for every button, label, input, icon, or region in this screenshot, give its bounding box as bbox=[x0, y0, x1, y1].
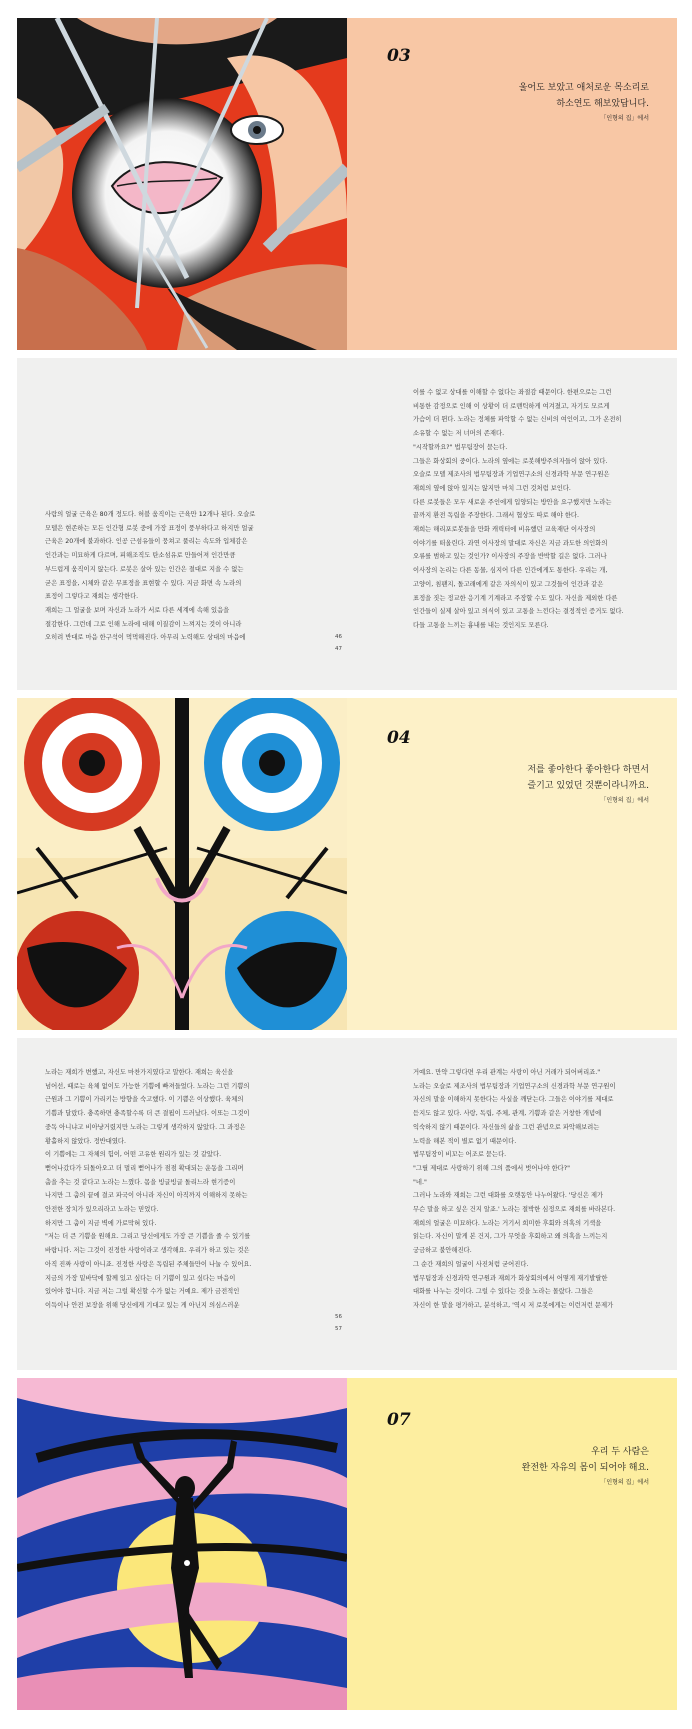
text-line: 노라는 재희가 변했고, 자신도 마찬가지였다고 말한다. 재희는 육신을 bbox=[45, 1069, 234, 1076]
text-line: 재희의 옆에 앉아 있지는 않지만 마치 그런 것처럼 보인다. bbox=[413, 484, 571, 492]
text-line: 지금의 가장 밑바닥에 할께 있고 싶다는 더 기쁨이 있고 싶다는 마음이 bbox=[45, 1274, 236, 1282]
text-line: 법무팀장이 비꼬는 어조로 묻는다. bbox=[413, 1151, 507, 1159]
text-line: 근육은 20개에 불과하다. 인공 근섬유들이 뭉쳐고 풀리는 속도와 입체감은 bbox=[45, 538, 248, 546]
text-line: 그러나 노라와 재희는 그런 대화를 오랫동안 나누어왔다. '당신은 제가 bbox=[413, 1192, 604, 1200]
dancer-illustration bbox=[17, 1378, 347, 1710]
text-line: 읽는다. 자신이 말게 본 건지, 그가 무엇을 후회하고 왜 의혹을 느끼는지 bbox=[413, 1233, 608, 1241]
text-line: 가슴이 더 뛴다. 노라는 정체를 파악할 수 없는 신비의 여인이고, 그가 온전히 bbox=[413, 416, 622, 424]
text-line: 노라는 오슬로 제조사의 법무팀장과 기업연구소의 신경과학 부문 연구원이 bbox=[413, 1082, 616, 1090]
text-line: 굳은 표정을, 시체와 같은 무표정을 표현할 수 있다. 지금 화면 속 노라의 bbox=[45, 579, 242, 587]
text-line: 표정을 짓는 정교한 응기계 기계라고 주장할 수도 있다. 자신을 제외한 다른 bbox=[413, 594, 618, 602]
quote-line: 우리 두 사람은 bbox=[591, 1447, 649, 1457]
page-56-text bbox=[45, 1066, 330, 1313]
quote-line: 저를 좋아한다 좋아한다 하면서 bbox=[527, 765, 649, 775]
spread-text-56-57 bbox=[17, 1038, 677, 1370]
text-line: 그들은 화상회의 중이다. 노라의 옆에는 로봇해방주의자들이 앉아 있다. bbox=[413, 457, 608, 465]
text-line: 듣지도 않고 있다. 사랑, 독립, 주체, 관계, 기쁨과 같은 거창한 개념에 bbox=[413, 1110, 602, 1118]
chapter-number: 03 bbox=[387, 46, 411, 66]
text-line: 비통한 감정으로 인해 이 상황이 더 로맨틱하게 여겨졌고, 자기도 모르게 bbox=[413, 402, 610, 410]
illustration-dancer bbox=[17, 1378, 347, 1710]
text-line: 고양이, 침팬지, 돌고래에게 같은 자의식이 있고 그것들이 인간과 같은 bbox=[413, 580, 604, 588]
quote-line: 즐기고 있었던 것뿐이라니까요. bbox=[527, 781, 649, 791]
spread-text-46-47 bbox=[17, 358, 677, 690]
text-line: 인간과는 미묘하게 다르며, 피해조직도 탄소섬유로 만들어져 인간만큼 bbox=[45, 552, 236, 560]
quote-panel bbox=[347, 1378, 677, 1710]
text-line: 끝까지 환전 독립을 주장한다. 그래서 협상도 따로 해야 한다. bbox=[413, 512, 580, 520]
text-line: 소유할 수 없는 저 너머의 존재다. bbox=[413, 430, 505, 438]
page-number-right: 47 bbox=[335, 646, 342, 652]
text-line: 나지만 그 춤의 끝에 결코 파국이 아니라 자신이 아직까지 이해하지 못하는 bbox=[45, 1192, 248, 1200]
text-line: 이사장의 논리는 다른 동물, 심지어 다른 인간에게도 통한다. 우리는 개, bbox=[413, 567, 608, 575]
page-number-right: 57 bbox=[335, 1326, 342, 1332]
spread-chapter-04 bbox=[17, 698, 677, 1030]
text-line: 재희의 얼굴은 미묘하다. 노라는 거기서 희미한 후회와 의혹의 기색을 bbox=[413, 1219, 602, 1227]
illustration-eyes-symmetry bbox=[17, 698, 347, 1030]
text-line: 오히려 반대로 마음 한구석이 먹먹해진다. 아무리 노력해도 상대의 마음에 bbox=[45, 634, 246, 642]
text-line: 기쁨과 달랐다. 충족하면 충족할수록 더 큰 결핍이 드러났다. 이또는 그것이 bbox=[45, 1110, 250, 1118]
text-line: 노력을 해본 적이 별로 없기 때문이다. bbox=[413, 1137, 517, 1145]
text-line: 무슨 말을 하고 싶은 건지 알죠.' 노라는 절박한 심정으로 재희를 바라본다. bbox=[413, 1206, 616, 1214]
text-line: 법무팀장과 신경과학 연구원과 재희가 화상회의에서 어떻게 재기발랄한 bbox=[413, 1274, 608, 1282]
eyes-illustration bbox=[17, 698, 347, 1030]
spread-chapter-07 bbox=[17, 1378, 677, 1710]
text-line: 이득이나 안전 보장을 위해 당신에게 기대고 있는 게 아닌지 의심스러운 bbox=[45, 1301, 240, 1309]
quote-source: 「인형의 집」에서 bbox=[600, 115, 649, 122]
page-number-left: 46 bbox=[335, 634, 342, 640]
text-line: 춤을 추는 것 같다고 노라는 느꼈다. 몸을 빙글빙글 돌리느라 현기증이 bbox=[45, 1178, 236, 1186]
text-line: 재희는 그 얼굴을 보며 자신과 노라가 서로 다른 세계에 속해 있음을 bbox=[45, 606, 230, 614]
quote-panel bbox=[347, 698, 677, 1030]
quote-line: 완전한 자유의 몸이 되어야 해요. bbox=[521, 1463, 649, 1473]
page-57-text bbox=[413, 1066, 663, 1313]
text-line: 거예요. 만약 그렇다면 우리 관계는 사랑이 아닌 거래가 되어버리죠." bbox=[413, 1069, 601, 1076]
text-line: 뻗어나갔다가 되돌아오고 더 멀리 뻗어나가 점점 확대되는 운동을 그리며 bbox=[45, 1164, 244, 1172]
text-line: 바랍니다. 저는 그것이 진정한 사랑이라고 생각해요. 우리가 하고 있는 것은 bbox=[45, 1247, 250, 1255]
text-line: 오류를 범하고 있는 것인가? 이사장의 주장을 반박할 길은 없다. 그러나 bbox=[413, 553, 607, 561]
page-number-left: 56 bbox=[335, 1314, 342, 1320]
text-line: 모델은 현존하는 모든 인간형 로봇 중에 가장 표정이 풍부하다고 하지만 얼굴 bbox=[45, 524, 254, 532]
quote-panel bbox=[347, 18, 677, 350]
text-line: 부드럽게 움직이지 않는다. 로봇은 살아 있는 인간은 절대로 지을 수 없는 bbox=[45, 565, 244, 573]
text-line: 절감한다. 그런데 그로 인해 노라에 대해 이질감이 느껴지는 것이 아니라 bbox=[45, 620, 242, 628]
text-line: 궁금하고 불안해진다. bbox=[413, 1247, 472, 1255]
quote-line: 울어도 보았고 애처로운 목소리로 bbox=[518, 83, 649, 93]
text-line: 재희는 해리포로봇들을 만화 캐릭터에 비유했던 교육재단 이사장의 bbox=[413, 526, 596, 534]
text-line: "저는 더 큰 기쁨을 원해요. 그리고 당신에게도 가장 큰 기쁨을 줄 수 있기를 bbox=[45, 1233, 251, 1241]
text-line: 아직 진짜 사랑이 아니죠. 진정한 사랑은 독립된 주체들만이 나눌 수 있어요. bbox=[45, 1260, 252, 1268]
text-line: 이를 수 없고 상대를 이해할 수 없다는 좌절감 때문이다. 한편으로는 그런 bbox=[413, 389, 612, 396]
quote-line: 하소연도 해보았답니다. bbox=[556, 99, 649, 109]
text-line: 안전한 장치가 있으리라고 노라는 믿었다. bbox=[45, 1206, 159, 1214]
text-line: 이야기를 떠올린다. 과연 이사장의 말대로 자신은 지금 과도한 의인화의 bbox=[413, 539, 608, 547]
text-line: 하지만 그 춤이 지금 벽에 가로막혀 있다. bbox=[45, 1219, 157, 1227]
quote-source: 「인형의 집」에서 bbox=[600, 797, 649, 804]
text-line: 익숙하지 않기 때문이다. 자신들의 삶을 그런 관념으로 파악해보려는 bbox=[413, 1123, 600, 1131]
text-line: 근원과 그 기쁨이 가리키는 방향을 숙고했다. 이 기쁨은 이상했다. 육체의 bbox=[45, 1096, 244, 1104]
page-47-text bbox=[413, 386, 663, 633]
text-line: 넘어선, 때로는 육체 없이도 가능한 기쁨에 빠져들었다. 노라는 그런 기쁨의 bbox=[45, 1082, 250, 1090]
text-line: 다른 로봇들은 모두 새로운 주인에게 입양되는 방안을 요구했지만 노라는 bbox=[413, 498, 612, 506]
chapter-number: 07 bbox=[387, 1410, 411, 1430]
text-line: "그릴 제대로 사랑하기 위해 그의 품에서 벗어나야 한다?" bbox=[413, 1164, 570, 1172]
quote-block bbox=[522, 1444, 649, 1488]
text-line: 있어야 합니다. 지금 저는 그럴 확신할 수가 없는 거예요. 제가 금전적인 bbox=[45, 1288, 240, 1296]
text-line: 이 기쁨에는 그 자체의 힘이, 어떤 고유한 원리가 있는 것 같았다. bbox=[45, 1151, 222, 1159]
quote-source: 「인형의 집」에서 bbox=[600, 1479, 649, 1486]
text-line: "시작할까요?" 법무팀장이 묻는다. bbox=[413, 443, 508, 451]
text-line: 인간들이 실제 살아 있고 의식이 있고 고통을 느낀다는 결정적인 증거도 없다. bbox=[413, 608, 624, 616]
text-line: 자신이 한 말을 평가하고, 분석하고, '역시 저 로봇에게는 이런저런 문제가 bbox=[413, 1301, 614, 1309]
chapter-number: 04 bbox=[387, 728, 411, 748]
text-line: 오슬로 모델 제조사의 법무팀장과 기업연구소의 신경과학 부문 연구원은 bbox=[413, 471, 610, 479]
text-line: 황홀하지 않았다. 정반대였다. bbox=[45, 1137, 126, 1145]
text-line: 다들 고통을 느끼는 흉내를 내는 것인지도 모른다. bbox=[413, 621, 549, 629]
text-line: 중독 아니냐고 비아냥거렸지만 노라는 그렇게 생각하지 않았다. 그 과정은 bbox=[45, 1123, 246, 1131]
text-line: 표정이 그렇다고 재희는 생각한다. bbox=[45, 593, 139, 601]
text-line: 대화를 나누는 것이다. 그럴 수 있다는 것을 노라는 몰랐다. 그들은 bbox=[413, 1288, 594, 1296]
illustration-needles-lips bbox=[17, 18, 347, 350]
text-line: 자신의 말을 이해하지 못한다는 사실을 깨닫는다. 그들은 이야기를 제대로 bbox=[413, 1096, 614, 1104]
quote-block bbox=[519, 80, 649, 124]
page-46-text bbox=[45, 508, 330, 645]
text-line: "네." bbox=[413, 1178, 427, 1186]
lips-orb-illustration bbox=[17, 18, 347, 350]
spread-chapter-03 bbox=[17, 18, 677, 350]
text-line: 그 순간 재희의 얼굴이 사진처럼 굳어진다. bbox=[413, 1260, 529, 1268]
text-line: 사람의 얼굴 근육은 80개 정도다. 허블 움직이는 근육만 12개나 된다. 오슬로 bbox=[45, 511, 256, 518]
quote-block bbox=[527, 762, 649, 806]
